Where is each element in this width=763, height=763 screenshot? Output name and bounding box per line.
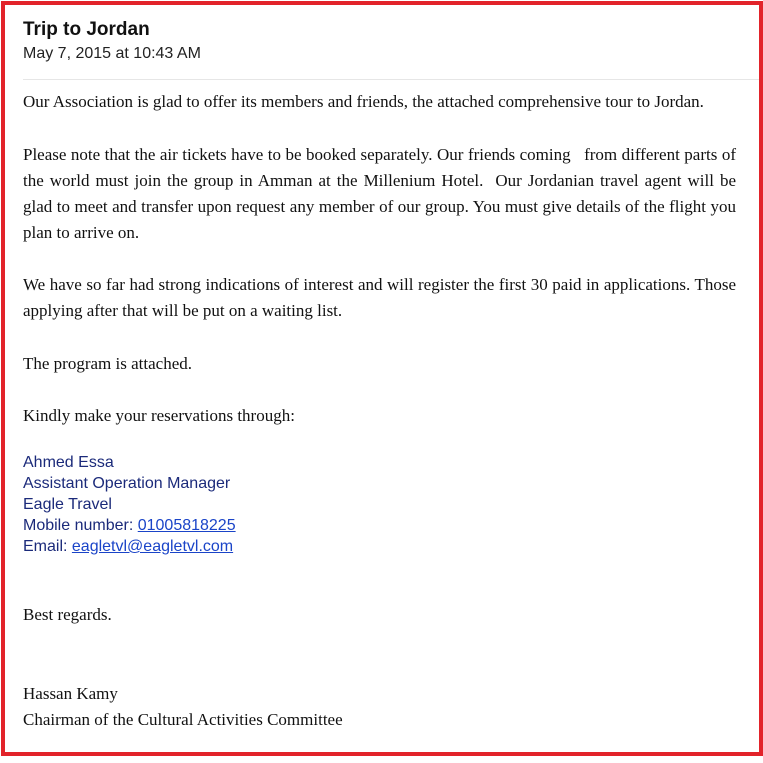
signature-name: Hassan Kamy [23, 684, 118, 703]
email-subject: Trip to Jordan [23, 19, 150, 40]
contact-block [23, 452, 236, 557]
closing-text: Best regards. [23, 605, 112, 624]
body-paragraph-program: The program is attached. [23, 354, 192, 373]
contact-email-row [23, 536, 236, 557]
contact-mobile-label: Mobile number: [23, 517, 138, 534]
email-frame [1, 1, 763, 756]
signature-title: Chairman of the Cultural Activities Committee [23, 710, 343, 729]
contact-email-link[interactable]: eagletvl@eagletvl.com [71, 538, 234, 555]
email-date: May 7, 2015 at 10:43 AM [23, 45, 201, 62]
contact-mobile-link[interactable]: 01005818225 [137, 517, 236, 534]
contact-company: Eagle Travel [23, 496, 112, 513]
body-paragraph-reservations: Kindly make your reservations through: [23, 406, 295, 425]
contact-mobile-row [23, 515, 236, 536]
contact-title: Assistant Operation Manager [23, 475, 231, 492]
email-header [23, 5, 759, 80]
contact-email-label: Email: [23, 538, 72, 555]
body-paragraph-intro: Our Association is glad to offer its members and friends, the attached comprehensive tour to Jordan. [23, 92, 704, 111]
contact-name: Ahmed Essa [23, 454, 114, 471]
body-paragraph-registration: We have so far had strong indications of interest and will register the first 30 paid in applications. Those applying after that will be put on a waiting list. [23, 275, 736, 320]
body-paragraph-tickets: Please note that the air tickets have to be booked separately. Our friends coming from different parts of the world must join the group in Amman at the Millenium Hotel. Our Jordanian travel agent will be glad to meet and transfer upon request any member of our group. You must give details of the flight you plan to arrive on. [23, 145, 741, 242]
